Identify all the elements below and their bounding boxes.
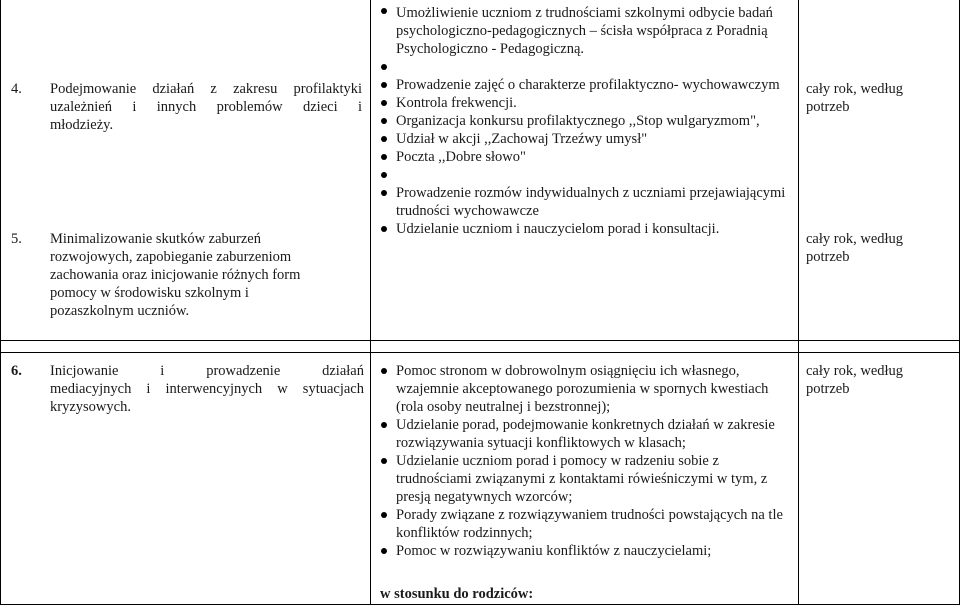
bullet-icon (381, 100, 387, 106)
actions-list (380, 362, 790, 560)
task-line: uzależnień i innych problemów dzieci i (50, 99, 362, 115)
task-line: Inicjowanie i prowadzenie działań (50, 363, 364, 379)
task-line: Minimalizowanie skutków zaburzeń (50, 231, 261, 247)
column-divider-1 (370, 0, 371, 605)
list-item: Udzielanie porad, podejmowanie konkretnych działań w zakresie rozwiązywania sytuacji konfliktowych w klasach; (380, 416, 790, 452)
term-line: potrzeb (806, 99, 850, 115)
list-item: Porady związane z rozwiązywaniem trudności powstających na tle konfliktów rodzinnych; (380, 506, 790, 542)
bullet-icon (381, 64, 387, 70)
term-line: cały rok, według (806, 231, 904, 247)
bullet-icon (381, 190, 387, 196)
task-text (50, 230, 362, 320)
row-divider-top (0, 340, 960, 341)
list-item: Udzielanie uczniom porad i pomocy w radzeniu sobie z trudnościami związanymi z kontaktami rówieśniczymi w tym, z presją negatywnych wzorców; (380, 452, 790, 506)
task-line: pomocy w środowisku szkolnym i (50, 285, 249, 301)
row-number: 6. (11, 363, 22, 379)
bullet-icon (381, 548, 387, 554)
term-cell (806, 362, 946, 398)
list-item: Pomoc w rozwiązywaniu konfliktów z nauczycielami; (380, 542, 790, 560)
section-heading: w stosunku do rodziców: (380, 586, 534, 602)
term-line: potrzeb (806, 381, 850, 397)
task-line: młodzieży. (50, 117, 114, 133)
list-item: Udział w akcji ,,Zachowaj Trzeźwy umysł" (380, 130, 790, 148)
bullet-icon (381, 226, 387, 232)
list-item: Udzielanie uczniom i nauczycielom porad i konsultacji. (380, 220, 790, 238)
bullet-icon (381, 458, 387, 464)
task-line: Podejmowanie działań z zakresu profilaktyki (50, 81, 362, 97)
bullet-icon (381, 512, 387, 518)
bullet-icon (381, 8, 387, 14)
term-line: potrzeb (806, 249, 850, 265)
bullet-icon (381, 172, 387, 178)
column-divider-2 (798, 0, 799, 605)
bullet-icon (381, 154, 387, 160)
task-text (50, 80, 362, 134)
bullet-icon (381, 422, 387, 428)
list-item: Prowadzenie zajęć o charakterze profilaktyczno- wychowawczym (380, 76, 790, 94)
task-line: kryzysowych. (50, 399, 131, 415)
row-number: 4. (11, 81, 22, 97)
term-cell (806, 80, 946, 116)
list-item (380, 58, 790, 76)
row-divider-bottom (0, 352, 960, 353)
bullet-icon (381, 118, 387, 124)
bullet-icon (381, 82, 387, 88)
list-item: Pomoc stronom w dobrowolnym osiągnięciu ich własnego, wzajemnie akceptowanego porozumienia w spornych kwestiach (rola osoby neutralnej i bezstronnej); (380, 362, 790, 416)
actions-list (380, 4, 790, 238)
list-item (380, 166, 790, 184)
term-line: cały rok, według (806, 81, 904, 97)
task-line: mediacyjnych i interwencyjnych w sytuacjach (50, 381, 364, 397)
table-border-left (0, 0, 1, 605)
list-item: Umożliwienie uczniom z trudnościami szkolnymi odbycie badań psychologiczno-pedagogicznych – ścisła współpraca z Poradnią Psychologiczno - Pedagogiczną. (380, 4, 790, 58)
list-item: Poczta ,,Dobre słowo" (380, 148, 790, 166)
bullet-icon (381, 136, 387, 142)
term-line: cały rok, według (806, 363, 904, 379)
list-item: Kontrola frekwencji. (380, 94, 790, 112)
task-line: rozwojowych, zapobieganie zaburzeniom (50, 249, 292, 265)
list-item: Organizacja konkursu profilaktycznego ,,Stop wulgaryzmom", (380, 112, 790, 130)
task-line: pozaszkolnym uczniów. (50, 303, 190, 319)
task-line: zachowania oraz inicjowanie różnych form (50, 267, 301, 283)
bullet-icon (381, 368, 387, 374)
term-cell (806, 230, 946, 266)
task-text (50, 362, 364, 416)
list-item: Prowadzenie rozmów indywidualnych z uczniami przejawiającymi trudności wychowawcze (380, 184, 790, 220)
row-number: 5. (11, 231, 22, 247)
